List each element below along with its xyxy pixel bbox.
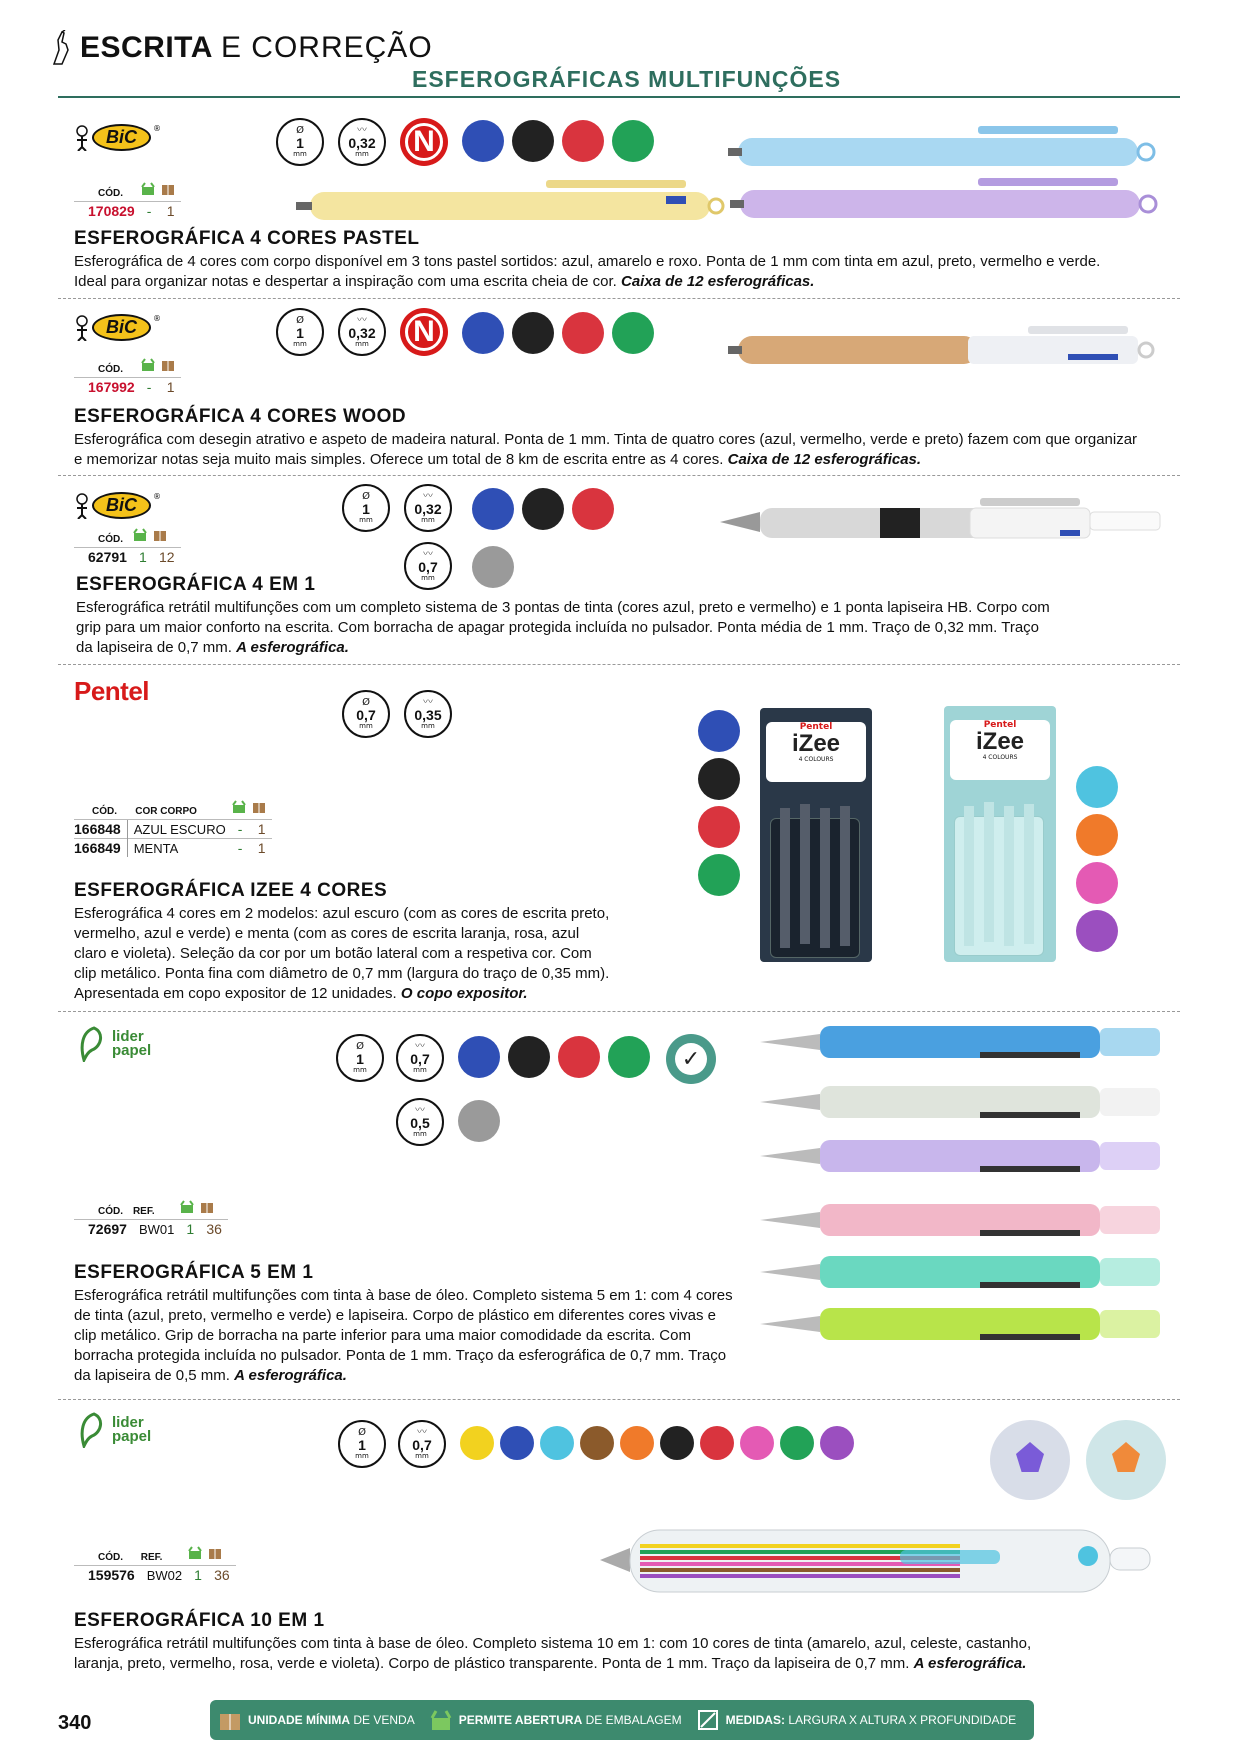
ink-swatch xyxy=(740,1426,774,1460)
section-divider xyxy=(58,1011,1180,1012)
ink-swatch-violet xyxy=(1076,910,1118,952)
ink-swatch-green xyxy=(608,1036,650,1078)
bic-boy-icon xyxy=(74,125,90,151)
ink-swatch-black xyxy=(698,758,740,800)
section-divider xyxy=(58,664,1180,665)
product-title: ESFEROGRÁFICA 4 EM 1 xyxy=(76,574,316,595)
open-box-icon xyxy=(180,1200,194,1214)
izee-dark-display: Pentel iZee 4 COLOURS xyxy=(760,708,872,962)
ink-swatch xyxy=(780,1426,814,1460)
line-width-badge: 〰 0,32 mm xyxy=(338,308,386,356)
bic-logo: BiC ® xyxy=(74,124,161,151)
ink-swatch-blue xyxy=(462,120,504,162)
product-description: Esferográfica 4 cores em 2 modelos: azul escuro (com as cores de escrita preto, vermelho, azul e verde) e menta (com as cores de escrita laranja, rosa, azul claro e violeta). Seleção da cor por um botão lateral com a respetiva cor. Com clip metálico. Ponta fina com diâmetro de 0,7 mm (largura do traço de 0,35 mm). Apresentada em copo expositor de 12 unidades. O copo expositor. xyxy=(74,905,610,1002)
wood-pen-image xyxy=(728,324,1168,374)
open-box-icon xyxy=(141,182,155,196)
variant-row: 166848 AZUL ESCURO - 1 xyxy=(74,820,272,839)
ink-swatch-black xyxy=(512,120,554,162)
5in1-pens-image xyxy=(760,1016,1180,1346)
ink-swatch xyxy=(500,1426,534,1460)
box-icon xyxy=(252,800,266,814)
header-rule xyxy=(58,96,1180,98)
ink-swatch-red xyxy=(562,312,604,354)
box-icon xyxy=(161,358,175,372)
izee-mint-display: Pentel iZee 4 COLOURS xyxy=(944,706,1056,962)
measure-icon xyxy=(696,1708,720,1732)
line-width-badge: 〰 0,35 mm xyxy=(404,690,452,738)
ink-swatch xyxy=(820,1426,854,1460)
ink-swatch xyxy=(460,1426,494,1460)
section-divider xyxy=(58,298,1180,299)
line-width-badge: 〰 0,32 mm xyxy=(338,118,386,166)
tip-diameter-badge: Ø 1 mm xyxy=(342,484,390,532)
code-table: CÓD. REF. 159576 BW02 1 36 xyxy=(74,1546,236,1584)
legend-bar xyxy=(210,1700,1034,1740)
code-table: CÓD. 170829 - 1 xyxy=(74,182,181,220)
bic-boy-icon xyxy=(74,493,90,519)
ink-swatch-blue xyxy=(698,710,740,752)
product-description: Esferográfica retrátil multifunções com tinta à base de óleo. Completo sistema 5 em 1: com 4 cores de tinta (azul, preto, vermelho e verde) e lapiseira. Corpo de plástico em diferentes cores vivas e clip metálico. Grip de borracha na parte inferior para uma maior comodidade da escrita. Com borracha protegida incluída no pulsador. Ponta de 1 mm. Traço da esferográfica de 0,7 mm. Traço da lapiseira de 0,5 mm. A esferográfica. xyxy=(74,1287,733,1384)
10in1-pen-image xyxy=(600,1510,1160,1610)
tip-diameter-badge: Ø 1 mm xyxy=(336,1034,384,1082)
section-title-bold: ESCRITA xyxy=(80,31,213,64)
ink-swatch-red xyxy=(698,806,740,848)
ink-swatch-black xyxy=(522,488,564,530)
leaf-icon xyxy=(78,1412,108,1448)
4in1-pen-image xyxy=(720,494,1170,550)
product-title: ESFEROGRÁFICA IZEE 4 CORES xyxy=(74,880,388,901)
ink-swatch-green xyxy=(612,120,654,162)
quality-check-badge xyxy=(666,1034,716,1084)
ink-swatch-blue xyxy=(472,488,514,530)
product-code: 159576 xyxy=(74,1566,141,1585)
ink-swatch-pink xyxy=(1076,862,1118,904)
open-box-icon xyxy=(188,1546,202,1560)
box-icon xyxy=(200,1200,214,1214)
open-box-icon xyxy=(232,800,246,814)
legend-open-package: PERMITE ABERTURA DE EMBALAGEM xyxy=(429,1708,682,1732)
variant-table: CÓD. COR CORPO 166848 AZUL ESCURO - 1 166849 MENTA - 1 xyxy=(74,800,272,857)
lead-width-badge: 〰 0,5 mm xyxy=(396,1098,444,1146)
section-divider xyxy=(58,1399,1180,1400)
line-width-badge: 〰 0,7 mm xyxy=(398,1420,446,1468)
tip-diameter-badge: Ø 1 mm xyxy=(276,118,324,166)
box-icon xyxy=(161,182,175,196)
section-title-light: E CORREÇÃO xyxy=(220,31,433,64)
box-icon xyxy=(153,528,167,542)
line-width-badge: 〰 0,7 mm xyxy=(396,1034,444,1082)
tip-closeup-orange xyxy=(1086,1420,1166,1500)
ink-swatch-black xyxy=(508,1036,550,1078)
ink-swatch xyxy=(580,1426,614,1460)
lead-swatch-grey xyxy=(472,546,514,588)
writing-hand-icon xyxy=(50,30,72,66)
ink-swatch xyxy=(540,1426,574,1460)
product-code: 170829 xyxy=(74,202,141,221)
ink-swatch xyxy=(700,1426,734,1460)
product-description: Esferográfica retrátil multifunções com um completo sistema de 3 pontas de tinta (cores azul, preto e vermelho) e 1 ponta lapiseira HB. Corpo com grip para um maior conforto na escrita. Com borracha de apagar protegida incluída no pulsador. Ponta média de 1 mm. Traço de 0,32 mm. Traço da lapiseira de 0,7 mm. A esferográfica. xyxy=(76,599,1050,656)
checkmark-icon: ✓ xyxy=(675,1043,707,1075)
code-table: CÓD. REF. 72697 BW01 1 36 xyxy=(74,1200,228,1238)
product-title: ESFEROGRÁFICA 5 EM 1 xyxy=(74,1262,314,1283)
pastel-pens-image xyxy=(728,120,1168,270)
box-icon xyxy=(218,1708,242,1732)
bic-boy-icon xyxy=(74,315,90,341)
product-description: Esferográfica retrátil multifunções com tinta à base de óleo. Completo sistema 10 em 1: com 10 cores de tinta (amarelo, azul, celeste, castanho, laranja, preto, vermelho, rosa, verde e violeta). Corpo de plástico transparente. Ponta de 1 mm. Traço da lapiseira de 0,7 mm. A esferográfica. xyxy=(74,1635,1032,1672)
legend-measures: MEDIDAS: LARGURA X ALTURA X PROFUNDIDADE xyxy=(696,1708,1017,1732)
ink-swatch-orange xyxy=(1076,814,1118,856)
product-code: 72697 xyxy=(74,1220,133,1239)
tip-diameter-badge: Ø 1 mm xyxy=(338,1420,386,1468)
product-title: ESFEROGRÁFICA 4 CORES WOOD xyxy=(74,406,407,427)
product-code: 167992 xyxy=(74,378,141,397)
legend-minimum-unit: UNIDADE MÍNIMA DE VENDA xyxy=(218,1708,415,1732)
page-subtitle: ESFEROGRÁFICAS MULTIFUNÇÕES xyxy=(412,66,842,92)
yellow-pastel-pen-image xyxy=(296,176,726,232)
page-header xyxy=(50,28,433,68)
leaf-icon xyxy=(78,1026,108,1062)
box-icon xyxy=(208,1546,222,1560)
ink-swatch-green xyxy=(612,312,654,354)
ink-swatch xyxy=(660,1426,694,1460)
code-table: CÓD. 62791 1 12 xyxy=(74,528,181,566)
ink-swatch-blue xyxy=(458,1036,500,1078)
tip-diameter-badge: Ø 0,7 mm xyxy=(342,690,390,738)
ink-swatch-green xyxy=(698,854,740,896)
code-table: CÓD. 167992 - 1 xyxy=(74,358,181,396)
ink-swatch-red xyxy=(562,120,604,162)
open-box-icon xyxy=(133,528,147,542)
tip-closeup-violet xyxy=(990,1420,1070,1500)
novelty-badge: N xyxy=(400,308,448,356)
pentel-logo: Pentel xyxy=(74,676,150,706)
product-description: Esferográfica com desegin atrativo e aspeto de madeira natural. Ponta de 1 mm. Tinta de quatro cores (azul, vermelho, verde e preto) fazem com que organizar e memorizar notas seja muito mais simples. Oferece um total de 8 km de escrita entre as 4 cores. Caixa de 12 esferográficas. xyxy=(74,431,1138,468)
novelty-badge: N xyxy=(400,118,448,166)
ink-swatch-red xyxy=(572,488,614,530)
ink-swatch-black xyxy=(512,312,554,354)
page-number: 340 xyxy=(58,1712,92,1734)
product-title: ESFEROGRÁFICA 10 EM 1 xyxy=(74,1610,325,1631)
bic-logo: BiC ® xyxy=(74,492,161,519)
liderpapel-logo: lider papel xyxy=(78,1412,151,1448)
product-description: Esferográfica de 4 cores com corpo disponível em 3 tons pastel sortidos: azul, amarelo e roxo. Ponta de 1 mm com tinta em azul, preto, vermelho e verde. Ideal para organizar notas e despertar a inspiração com uma escrita cheia de cor. Caixa de 12 esferográficas. xyxy=(74,253,1101,290)
lead-swatch-grey xyxy=(458,1100,500,1142)
ink-swatch-light-blue xyxy=(1076,766,1118,808)
open-box-icon xyxy=(141,358,155,372)
product-title: ESFEROGRÁFICA 4 CORES PASTEL xyxy=(74,228,420,249)
bic-logo: BiC ® xyxy=(74,314,161,341)
lead-width-badge: 〰 0,7 mm xyxy=(404,542,452,590)
line-width-badge: 〰 0,32 mm xyxy=(404,484,452,532)
ink-swatch-red xyxy=(558,1036,600,1078)
ink-swatch xyxy=(620,1426,654,1460)
ink-swatch-blue xyxy=(462,312,504,354)
product-code: 62791 xyxy=(74,548,133,567)
open-box-icon xyxy=(429,1708,453,1732)
variant-row: 166849 MENTA - 1 xyxy=(74,839,272,858)
liderpapel-logo: lider papel xyxy=(78,1026,151,1062)
section-divider xyxy=(58,475,1180,476)
tip-diameter-badge: Ø 1 mm xyxy=(276,308,324,356)
